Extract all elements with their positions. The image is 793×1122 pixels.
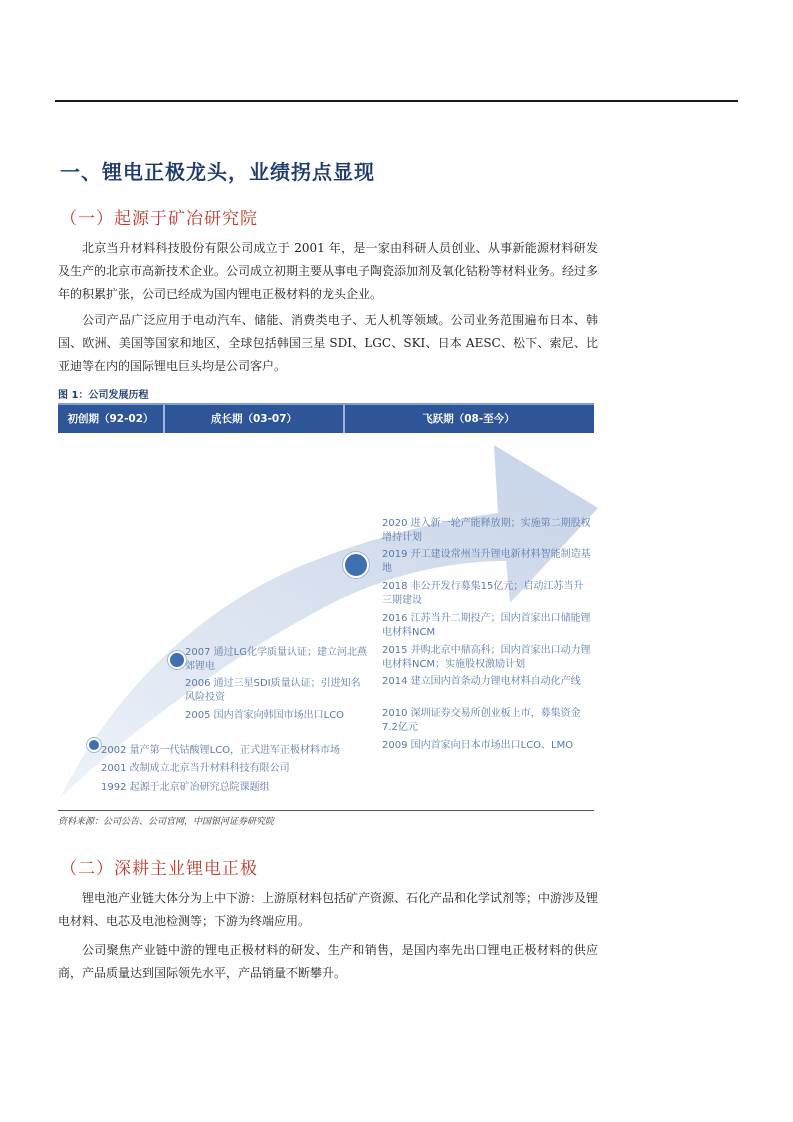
figure-source: 资料来源：公司公告、公司官网，中国银河证券研究院 xyxy=(58,817,275,827)
timeline-node-1992 xyxy=(87,738,101,752)
event-1992: 1992 起源于北京矿冶研究总院课题组 xyxy=(101,782,270,793)
timeline-node-2005 xyxy=(168,651,186,669)
event-2018: 2018 非公开发行募集15亿元；启动江苏当升三期建设 xyxy=(382,581,584,606)
event-2010: 2010 深圳证券交易所创业板上市，募集资金7.2亿元 xyxy=(382,708,581,733)
stage-label-startup: 初创期（92-02） xyxy=(67,413,154,425)
stage-bar xyxy=(58,403,594,433)
figure-title: 图 1：公司发展历程 xyxy=(58,390,149,401)
event-2014: 2014 建立国内首条动力锂电材料自动化产线 xyxy=(382,676,581,687)
paragraph-2: 公司产品广泛应用于电动汽车、储能、消费类电子、无人机等领域。公司业务范围遍布日本、韩国、欧洲、美国等国家和地区，全球包括韩国三星 SDI、LGC、SKI、日本 AESC、松下、索尼、比亚迪等在内的国际锂电巨头均是公司客户。 xyxy=(58,313,598,373)
subsection-title-2: （二）深耕主业锂电正极 xyxy=(60,859,258,879)
source-rule xyxy=(58,810,594,811)
paragraph-1: 北京当升材料科技股份有限公司成立于 2001 年，是一家由科研人员创业、从事新能源材料研发及生产的北京市高新技术企业。公司成立初期主要从事电子陶瓷添加剂及氧化钴粉等材料业务。经过多年的积累扩张，公司已经成为国内锂电正极材料的龙头企业。 xyxy=(58,241,599,301)
stage-label-growth: 成长期（03-07） xyxy=(210,413,298,425)
event-2006: 2006 通过三星SDI质量认证；引进知名风险投资 xyxy=(185,678,361,703)
paragraph-4: 公司聚焦产业链中游的锂电正极材料的研发、生产和销售，是国内率先出口锂电正极材料的供应商，产品质量达到国际领先水平，产品销量不断攀升。 xyxy=(58,943,598,980)
event-2001: 2001 改制成立北京当升材料科技有限公司 xyxy=(101,763,290,774)
event-2005: 2005 国内首家向韩国市场出口LCO xyxy=(185,710,345,721)
header-rule xyxy=(55,100,738,102)
event-2016: 2016 江苏当升二期投产；国内首家出口储能锂电材料NCM xyxy=(382,613,591,638)
event-2015: 2015 并购北京中鼎高科；国内首家出口动力锂电材料NCM；实施股权激励计划 xyxy=(382,645,591,670)
stage-label-leap: 飞跃期（08-至今） xyxy=(422,413,515,425)
timeline-node-2009 xyxy=(343,552,369,578)
event-2002: 2002 量产第一代钴酸锂LCO，正式进军正极材料市场 xyxy=(101,745,341,756)
section-title: 一、锂电正极龙头，业绩拐点显现 xyxy=(60,160,375,184)
event-2007: 2007 通过LG化学质量认证；建立河北燕郊锂电 xyxy=(185,647,367,672)
event-2019: 2019 开工建设常州当升锂电新材料智能制造基地 xyxy=(382,549,591,574)
paragraph-3: 锂电池产业链大体分为上中下游：上游原材料包括矿产资源、石化产品和化学试剂等；中游涉及锂电材料、电芯及电池检测等；下游为终端应用。 xyxy=(58,891,599,928)
event-2009: 2009 国内首家向日本市场出口LCO、LMO xyxy=(382,740,574,751)
timeline-diagram xyxy=(58,433,603,806)
event-2020: 2020 进入新一轮产能释放期；实施第二期股权增持计划 xyxy=(382,518,591,543)
subsection-title-1: （一）起源于矿冶研究院 xyxy=(60,209,258,229)
